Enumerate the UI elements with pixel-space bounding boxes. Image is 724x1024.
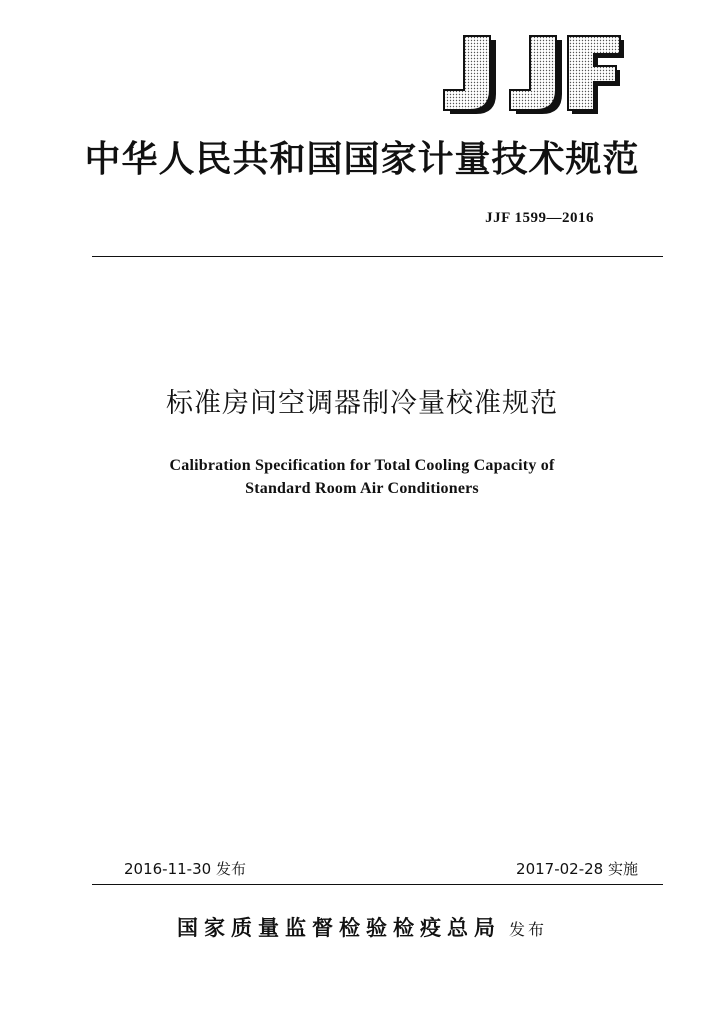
standard-number: JJF 1599—2016 bbox=[485, 210, 594, 226]
document-title-cn: 标准房间空调器制冷量校准规范 bbox=[166, 388, 558, 419]
top-divider bbox=[92, 256, 663, 257]
issuer-name: 国家质量监督检验检疫总局 bbox=[176, 915, 501, 940]
document-title-en bbox=[0, 454, 724, 500]
issuer-line bbox=[0, 912, 724, 942]
jjf-logo bbox=[434, 30, 624, 114]
title-en-line-1: Calibration Specification for Total Cooling Capacity of bbox=[169, 457, 555, 474]
series-title: 中华人民共和国国家计量技术规范 bbox=[84, 138, 640, 180]
issue-date: 2016-11-30 发布 bbox=[124, 860, 246, 878]
title-en-line-2: Standard Room Air Conditioners bbox=[245, 480, 479, 497]
bottom-divider bbox=[92, 884, 663, 885]
implementation-date: 2017-02-28 实施 bbox=[516, 860, 638, 878]
issuer-suffix: 发布 bbox=[508, 920, 547, 939]
